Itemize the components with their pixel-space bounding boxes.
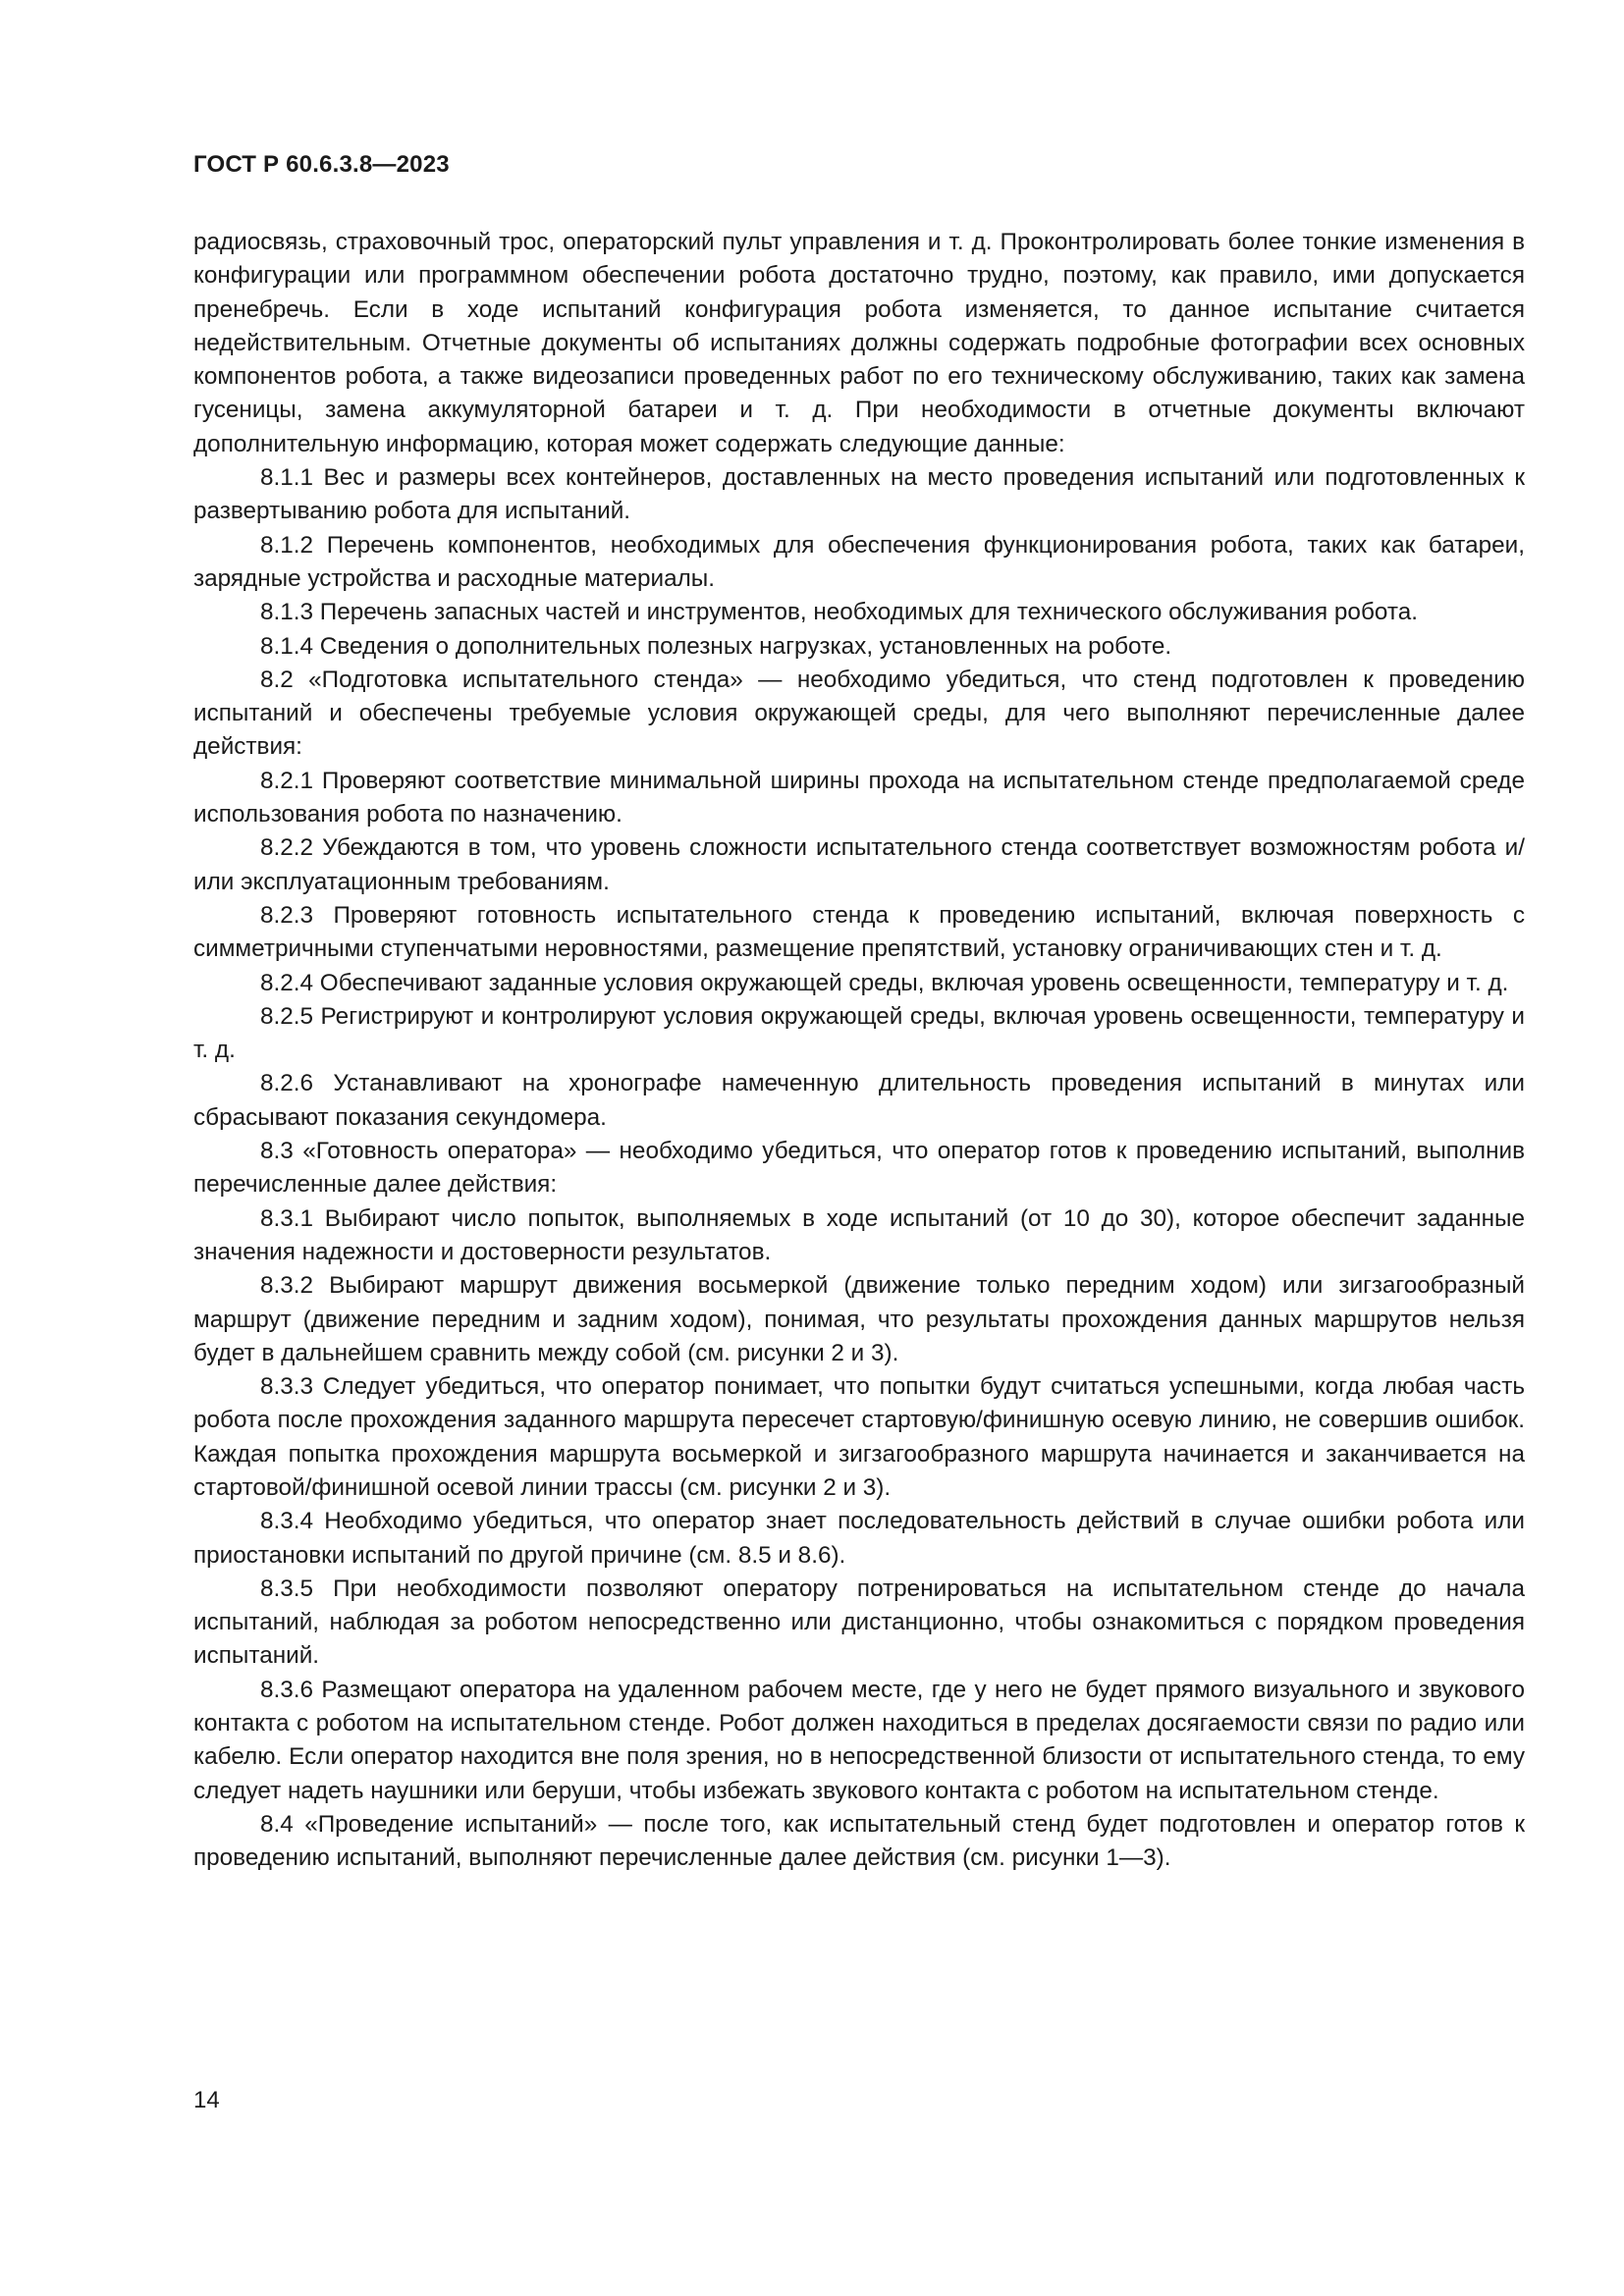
paragraph-8-2-6: 8.2.6 Устанавливают на хронографе намеченную длительность проведения испытаний в минутах или сбрасывают показания секундомера. xyxy=(193,1070,1525,1131)
paragraph-8-1-3: 8.1.3 Перечень запасных частей и инструментов, необходимых для технического обслуживания робота. xyxy=(260,599,1418,626)
paragraph-8-2-4: 8.2.4 Обеспечивают заданные условия окружающей среды, включая уровень освещенности, температуру и т. д. xyxy=(260,969,1509,996)
document-header: ГОСТ Р 60.6.3.8—2023 xyxy=(193,151,450,178)
paragraph-8-3-6: 8.3.6 Размещают оператора на удаленном рабочем месте, где у него не будет прямого визуального и звукового контакта с роботом на испытательном стенде. Робот должен находиться в пределах досягаемости связи по радио или кабелю. Если оператор находится вне поля зрения, но в непосредственной близости от испытательного стенда, то ему следует надеть наушники или беруши, чтобы избежать звукового контакта с роботом на испытательном стенде. xyxy=(193,1676,1525,1804)
paragraph-8-2-1: 8.2.1 Проверяют соответствие минимальной ширины прохода на испытательном стенде предполагаемой среде использования робота по назначению. xyxy=(193,767,1525,828)
paragraph-8-3-4: 8.3.4 Необходимо убедиться, что оператор знает последовательность действий в случае ошибки робота или приостановки испытаний по другой причине (см. 8.5 и 8.6). xyxy=(193,1508,1525,1569)
paragraph-continuation: радиосвязь, страховочный трос, операторский пульт управления и т. д. Проконтролировать более тонкие изменения в конфигурации или программном обеспечении робота достаточно трудно, поэтому, как правило, ими допускается пренебречь. Если в ходе испытаний конфигурация робота изменяется, то данное испытание считается недействительным. Отчетные документы об испытаниях должны содержать подробные фотографии всех основных компонентов робота, а также видеозаписи проведенных работ по его техническому обслуживанию, таких как замена гусеницы, замена аккумуляторной батареи и т. д. При необходимости в отчетные документы включают дополнительную информацию, которая может содержать следующие данные: xyxy=(193,229,1525,457)
paragraph-8-3: 8.3 «Готовность оператора» — необходимо убедиться, что оператор готов к проведению испытаний, выполнив перечисленные далее действия: xyxy=(193,1138,1525,1199)
paragraph-8-2-5: 8.2.5 Регистрируют и контролируют условия окружающей среды, включая уровень освещенности, температуру и т. д. xyxy=(193,1002,1525,1064)
paragraph-8-2-2: 8.2.2 Убеждаются в том, что уровень сложности испытательного стенда соответствует возможностям робота и/или эксплуатационным требованиям. xyxy=(193,834,1525,895)
paragraph-8-3-3: 8.3.3 Следует убедиться, что оператор понимает, что попытки будут считаться успешными, когда любая часть робота после прохождения заданного маршрута пересечет стартовую/финишную осевую линию, не совершив ошибок. Каждая попытка прохождения маршрута восьмеркой и зигзагообразного маршрута начинается и заканчивается на стартовой/финишной осевой линии трассы (см. рисунки 2 и 3). xyxy=(193,1373,1525,1501)
paragraph-8-4: 8.4 «Проведение испытаний» — после того, как испытательный стенд будет подготовлен и оператор готов к проведению испытаний, выполняют перечисленные далее действия (см. рисунки 1—3). xyxy=(193,1810,1525,1872)
paragraph-8-2: 8.2 «Подготовка испытательного стенда» — необходимо убедиться, что стенд подготовлен к проведению испытаний и обеспечены требуемые условия окружающей среды, для чего выполняют перечисленные далее действия: xyxy=(193,666,1525,761)
paragraph-8-1-1: 8.1.1 Вес и размеры всех контейнеров, доставленных на место проведения испытаний или подготовленных к развертыванию робота для испытаний. xyxy=(193,464,1525,525)
paragraph-8-1-4: 8.1.4 Сведения о дополнительных полезных нагрузках, установленных на роботе. xyxy=(260,632,1172,660)
paragraph-8-1-2: 8.1.2 Перечень компонентов, необходимых для обеспечения функционирования робота, таких как батареи, зарядные устройства и расходные материалы. xyxy=(193,531,1525,592)
paragraph-8-2-3: 8.2.3 Проверяют готовность испытательного стенда к проведению испытаний, включая поверхность с симметричными ступенчатыми неровностями, размещение препятствий, установку ограничивающих стен и т. д. xyxy=(193,901,1525,963)
paragraph-8-3-2: 8.3.2 Выбирают маршрут движения восьмеркой (движение только передним ходом) или зигзагообразный маршрут (движение передним и задним ходом), понимая, что результаты прохождения данных маршрутов нельзя будет в дальнейшем сравнить между собой (см. рисунки 2 и 3). xyxy=(193,1272,1525,1366)
paragraph-8-3-1: 8.3.1 Выбирают число попыток, выполняемых в ходе испытаний (от 10 до 30), которое обеспечит заданные значения надежности и достоверности результатов. xyxy=(193,1204,1525,1265)
paragraph-8-3-5: 8.3.5 При необходимости позволяют оператору потренироваться на испытательном стенде до начала испытаний, наблюдая за роботом непосредственно или дистанционно, чтобы ознакомиться с порядком проведения испытаний. xyxy=(193,1575,1525,1670)
page-number: 14 xyxy=(193,2087,220,2113)
document-body xyxy=(193,226,1525,1876)
